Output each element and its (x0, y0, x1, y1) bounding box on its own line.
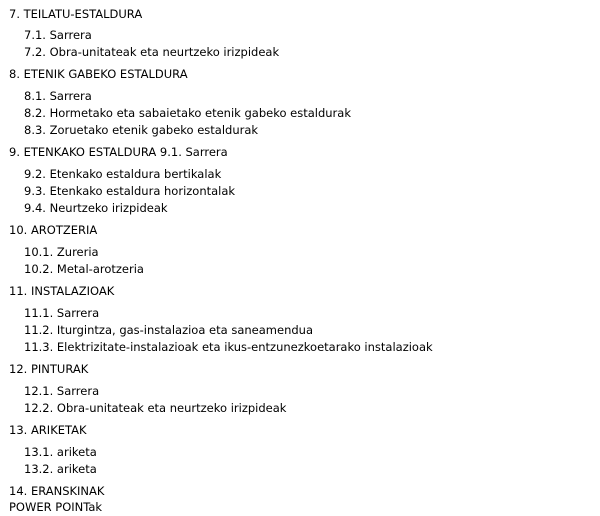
section-7-2: 7.2. Obra-unitateak eta neurtzeko irizpideak (24, 45, 280, 59)
section-8-1: 8.1. Sarrera (24, 89, 92, 103)
section-14-title: 14. ERANSKINAK (9, 484, 105, 498)
section-11-3: 11.3. Elektrizitate-instalazioak eta ikus-entzunezkoetarako instalazioak (24, 340, 433, 354)
section-10-1: 10.1. Zureria (24, 245, 99, 259)
section-13-1: 13.1. ariketa (24, 445, 97, 459)
section-8-3: 8.3. Zoruetako etenik gabeko estaldurak (24, 123, 259, 137)
section-10-title: 10. AROTZERIA (9, 223, 98, 237)
section-9-4: 9.4. Neurtzeko irizpideak (24, 201, 168, 215)
section-13-title: 13. ARIKETAK (9, 423, 87, 437)
section-9-3: 9.3. Etenkako estaldura horizontalak (24, 184, 236, 198)
section-9-2: 9.2. Etenkako estaldura bertikalak (24, 167, 222, 181)
section-10-2: 10.2. Metal-arotzeria (24, 262, 144, 276)
section-11-2: 11.2. Iturgintza, gas-instalazioa eta saneamendua (24, 323, 313, 337)
power-point-line: POWER POINTak (9, 500, 103, 514)
section-12-title: 12. PINTURAK (9, 362, 89, 376)
section-8-title: 8. ETENIK GABEKO ESTALDURA (9, 67, 188, 81)
section-13-2: 13.2. ariketa (24, 462, 97, 476)
section-9-title: 9. ETENKAKO ESTALDURA 9.1. Sarrera (9, 145, 228, 159)
section-8-2: 8.2. Hormetako eta sabaietako etenik gabeko estaldurak (24, 106, 351, 120)
section-12-2: 12.2. Obra-unitateak eta neurtzeko irizpideak (24, 401, 287, 415)
section-12-1: 12.1. Sarrera (24, 384, 100, 398)
section-7-title: 7. TEILATU-ESTALDURA (9, 7, 143, 21)
section-7-1: 7.1. Sarrera (24, 28, 92, 42)
section-11-1: 11.1. Sarrera (24, 306, 100, 320)
section-11-title: 11. INSTALAZIOAK (9, 284, 115, 298)
